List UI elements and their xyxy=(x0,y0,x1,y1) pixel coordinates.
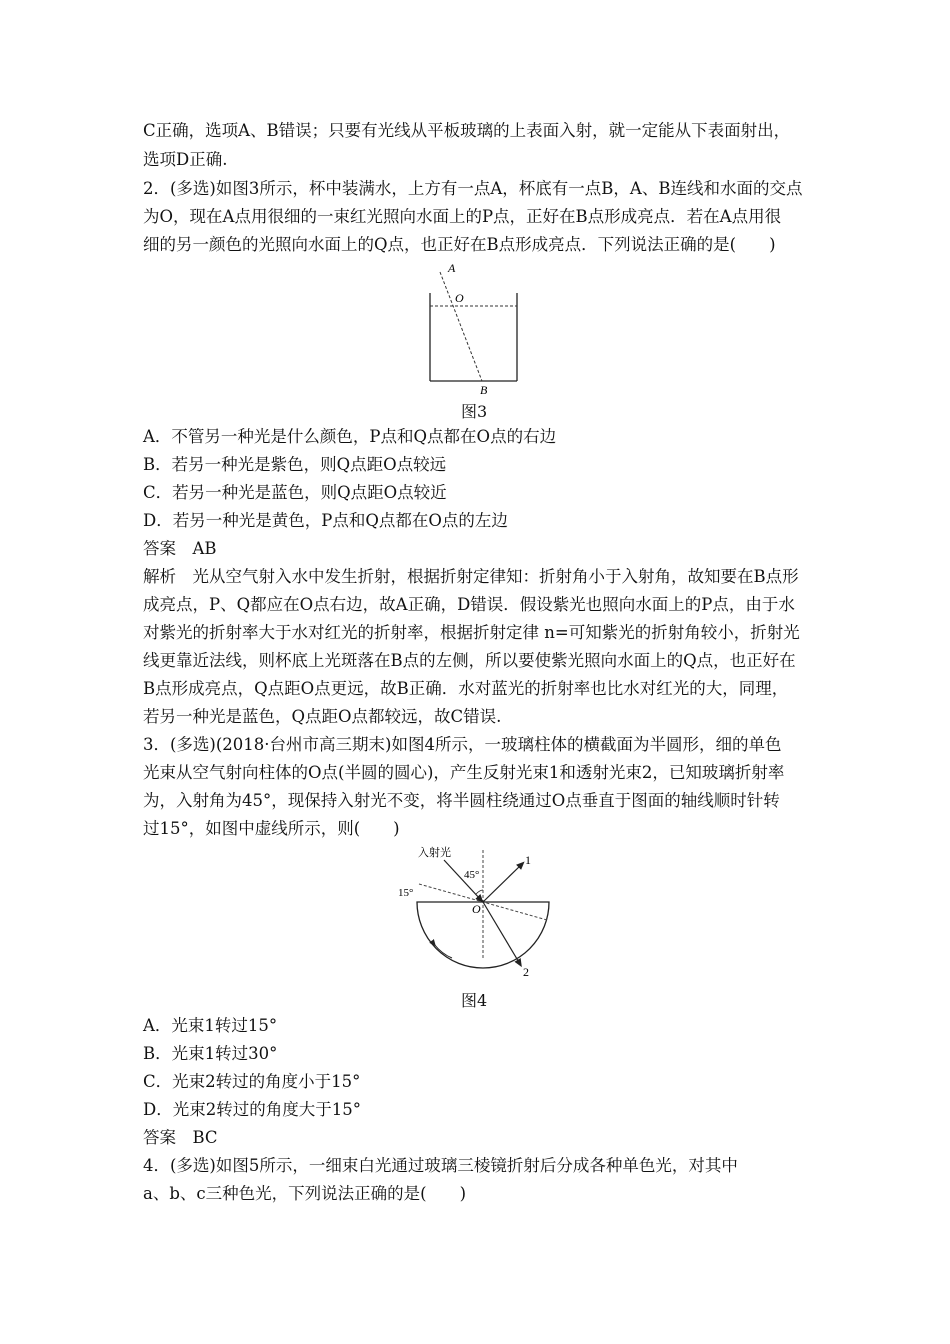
explanation-line: 解析 光从空气射入水中发生折射，根据折射定律知：折射角小于入射角，故知要在B点形 xyxy=(143,567,799,586)
question-2-line: 为O，现在A点用很细的一束红光照向水面上的P点，正好在B点形成亮点．若在A点用很 xyxy=(143,207,782,226)
question-4-line: a、b、c三种色光，下列说法正确的是( ) xyxy=(143,1184,467,1203)
transmitted-ray-2 xyxy=(483,902,520,964)
explanation-line: 线更靠近法线，则杯底上光斑落在B点的左侧，所以要使紫光照向水面上的Q点，也正好在 xyxy=(143,651,796,670)
text-line: C正确，选项A、B错误；只要有光线从平板玻璃的上表面入射，就一定能从下表面射出， xyxy=(143,121,791,140)
label-O: O xyxy=(472,902,481,916)
question-2-line: 细的另一颜色的光照向水面上的Q点，也正好在B点形成亮点．下列说法正确的是( ) xyxy=(143,235,776,254)
question-3-line: 光束从空气射向柱体的O点(半圆的圆心)，产生反射光束1和透射光束2，已知玻璃折射率 xyxy=(143,763,785,782)
question-4-line: 4．(多选)如图5所示，一细束白光通过玻璃三棱镜折射后分成各种单色光，对其中 xyxy=(143,1156,738,1175)
figure-3-caption: 图3 xyxy=(461,402,488,421)
label-1: 1 xyxy=(525,853,531,867)
explanation-line: B点形成亮点，Q点距O点更远，故B正确．水对蓝光的折射率也比水对红光的大，同理， xyxy=(143,679,789,698)
label-B: B xyxy=(480,383,488,397)
question-3-line: 过15°，如图中虚线所示，则( ) xyxy=(143,819,400,838)
answer: 答案 AB xyxy=(143,539,217,558)
option-D: D．光束2转过的角度大于15° xyxy=(143,1100,361,1119)
question-3-line: 3．(多选)(2018·台州市高三期末)如图4所示，一玻璃柱体的横截面为半圆形，细的单色 xyxy=(143,735,782,754)
option-B: B．光束1转过30° xyxy=(143,1044,278,1063)
figure-4-semicircle-diagram xyxy=(392,840,562,985)
label-incident-light: 入射光 xyxy=(418,847,451,859)
explanation-line: 对紫光的折射率大于水对红光的折射率，根据折射定律 n=可知紫光的折射角较小，折射光 xyxy=(143,623,800,642)
label-15-degrees: 15° xyxy=(398,887,414,899)
label-O: O xyxy=(455,291,464,305)
question-3-line: 为，入射角为45°，现保持入射光不变，将半圆柱绕通过O点垂直于图面的轴线顺时针转 xyxy=(143,791,780,810)
angle-arc xyxy=(476,890,483,894)
option-D: D．若另一种光是黄色，P点和Q点都在O点的左边 xyxy=(143,511,508,530)
option-A: A．不管另一种光是什么颜色，P点和Q点都在O点的右边 xyxy=(143,427,557,446)
reflected-ray-1 xyxy=(483,864,522,902)
option-C: C．若另一种光是蓝色，则Q点距O点较近 xyxy=(143,483,447,502)
label-2: 2 xyxy=(523,965,529,979)
label-45-degrees: 45° xyxy=(464,869,480,881)
figure-4-caption: 图4 xyxy=(461,991,488,1010)
option-B: B．若另一种光是紫色，则Q点距O点较远 xyxy=(143,455,447,474)
text-line: 选项D正确. xyxy=(143,150,228,169)
rotation-arrow xyxy=(434,944,452,958)
figure-3-cup-diagram xyxy=(405,258,525,398)
answer: 答案 BC xyxy=(143,1128,218,1147)
label-A: A xyxy=(448,261,456,275)
line-AB xyxy=(440,272,482,381)
explanation-line: 若另一种光是蓝色，Q点距O点都较远，故C错误. xyxy=(143,707,502,726)
question-2-line: 2．(多选)如图3所示，杯中装满水，上方有一点A，杯底有一点B，A、B连线和水面的交点 xyxy=(143,179,803,198)
option-A: A．光束1转过15° xyxy=(143,1016,278,1035)
explanation-line: 成亮点，P、Q都应在O点右边，故A正确，D错误．假设紫光也照向水面上的P点，由于水 xyxy=(143,595,795,614)
option-C: C．光束2转过的角度小于15° xyxy=(143,1072,361,1091)
